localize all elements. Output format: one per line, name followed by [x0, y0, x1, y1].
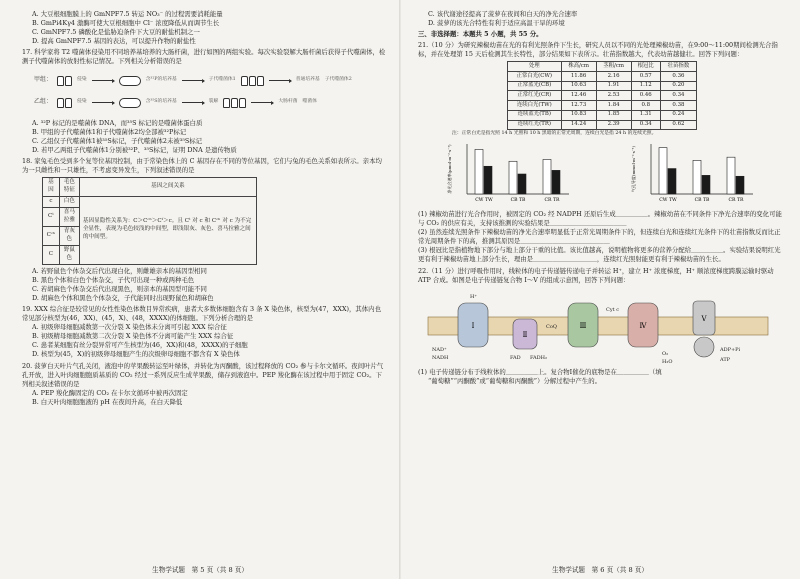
table-cell: 0.24 — [660, 110, 696, 120]
q16-options — [22, 10, 386, 46]
cytc-label: Cyt c — [606, 306, 620, 313]
header-cell: 处理 — [508, 62, 562, 72]
phage-icon-group — [57, 76, 72, 86]
arrow-icon — [92, 102, 114, 103]
gene-cell: C — [43, 245, 60, 264]
gene-table — [42, 177, 257, 264]
q18-option-a: A. 若野鼠色个体杂交后代出现白化，则雌雄亲本的基因型相同 — [32, 266, 207, 275]
color-cell: 野鼠色 — [59, 245, 79, 264]
table-cell: 1.91 — [596, 81, 631, 91]
bar — [727, 157, 735, 194]
bar — [702, 175, 710, 194]
q19-stem: 19. XXX 综合征是较常见的女性性染色体数目异常疾病，患者大多数体细胞含有 3 条 X 染色体，核型为(47，XXX)，其体内也常见部分核型为(46，XX)、(45，X)、(48，XXXX)的体细胞。下列分析合理的是 — [22, 304, 381, 323]
q18-option-d: D. 胡麻色个体和黑色个体杂交，子代能同时出现野鼠色和胡麻色 — [32, 293, 214, 302]
q16-option-a: A. 大豆根细胞膜上的 GmNPF7.5 转运 NO₃⁻ 的过程需要消耗能量 — [32, 10, 223, 18]
bar — [475, 149, 483, 194]
bar — [659, 148, 667, 194]
coq-label: CoQ — [546, 323, 557, 330]
color-cell: 喜马拉雅 — [59, 207, 79, 226]
q17-options — [22, 119, 386, 155]
arrow-icon — [182, 80, 204, 81]
q18-options — [22, 267, 386, 303]
atp-label: ATP — [720, 356, 731, 363]
q20-option-a: A. PEP 羧化酶固定的 CO₂ 在卡尔文循环中被再次固定 — [32, 388, 188, 397]
complex-iii — [568, 303, 598, 347]
q19-options — [22, 323, 386, 359]
x-tick-label: CR TR — [728, 197, 744, 203]
table-cell: 1.85 — [596, 110, 631, 120]
phage-icon-group — [57, 98, 72, 108]
q20-option-d: D. 菠萝的该光合特性有利于适应高温干旱的环境 — [428, 19, 565, 28]
bar — [518, 174, 526, 194]
q19-option-c: C. 患者某细胞有丝分裂异常可产生核型为(46，XX)和(48，XXXX)的子细胞 — [32, 341, 248, 350]
color-cell: 青灰色 — [59, 226, 79, 245]
table-cell: 0.62 — [660, 120, 696, 130]
table-cell: 1.12 — [631, 81, 660, 91]
header-cell: 毛色特征 — [59, 178, 79, 197]
ecoli-icon — [119, 76, 141, 86]
ecoli-label: 大肠杆菌 — [278, 99, 298, 105]
row-b-label: 乙组： — [34, 98, 53, 106]
photosynthesis-chart — [445, 140, 575, 208]
header-cell: 壮苗指数 — [660, 62, 696, 72]
table-cell: 0.38 — [660, 101, 696, 111]
q21-sub-2: (2) 虽然连续光照条件下辣椒幼苗的净光合速率明显低于正常光周期条件下的，但连续白光和连续红光条件下的壮苗指数反而比正常光周期条件下的高，推测其原因是＿＿＿＿＿＿＿＿＿＿＿＿＿＿ — [418, 228, 781, 246]
bar — [736, 176, 744, 194]
q17-option-a: A. ³²P 标记的是噬菌体 DNA，而³⁵S 标记的是噬菌体蛋白质 — [32, 118, 203, 127]
header-cell: 株高/cm — [561, 62, 596, 72]
phage-icon-group — [241, 76, 264, 86]
table-cell: 2.39 — [596, 120, 631, 130]
nadh-label: NADH — [432, 354, 449, 361]
table-cell: 11.86 — [561, 72, 596, 82]
page-footer: 生物学试题 第 6 页（共 8 页） — [552, 565, 648, 574]
table-cell: 0.57 — [631, 72, 660, 82]
q16-option-c: C. GmNPF7.5 磷酸化是盐胁迫条件下大豆的耐盐机制之一 — [32, 28, 200, 37]
table-row — [508, 101, 697, 111]
q20-option-c: C. 该代谢途径提高了菠萝在夜间和白天的净光合速率 — [428, 10, 578, 18]
table-row — [508, 120, 697, 130]
bar-charts — [418, 140, 786, 208]
arrow-icon — [182, 102, 204, 103]
bar — [552, 170, 560, 194]
table-row — [508, 91, 697, 101]
table-cell: 0.36 — [660, 72, 696, 82]
table-cell: 0.34 — [631, 120, 660, 130]
x-tick-label: CR TR — [544, 197, 560, 203]
phage-label: 噬菌体 — [302, 99, 317, 105]
x-tick-label: CW TW — [475, 197, 493, 203]
y-axis-label: 净光合速率(μmol·m⁻²·s⁻¹) — [447, 144, 452, 194]
x-tick-label: CB TB — [694, 197, 710, 203]
page-footer: 生物学试题 第 5 页（共 8 页） — [152, 565, 248, 574]
complex-label: Ⅰ — [471, 321, 475, 330]
q17-stem: 17. 科学家将 T2 噬菌体侵染用不同培养基培养的大肠杆菌，进行如图的两组实验。每次实验裂解大肠杆菌后获得子代噬菌体，检测子代噬菌体的放射性标记情况。下列相关分析错误的是 — [22, 48, 386, 66]
right-page — [400, 0, 800, 579]
q18-option-c: C. 若胡麻色个体杂交后代出现黑色，则亲本的基因型可能不同 — [32, 284, 207, 293]
phage-icon-group — [223, 98, 246, 108]
table-cell: 0.8 — [631, 101, 660, 111]
q22-sub-1-cont: “葡萄糖”“丙酮酸”或“葡萄糖和丙酮酸”）分解过程中产生的。 — [428, 376, 601, 385]
etc-diagram — [418, 289, 786, 365]
adp-label: ADP+Pi — [720, 346, 741, 353]
child1-label: 子代噬菌体1 — [208, 77, 236, 83]
photosynthesis-chart-svg — [445, 140, 575, 208]
child2-label: 子代噬菌体2 — [324, 77, 352, 83]
header-cell: 茎粗/cm — [596, 62, 631, 72]
nad-label: NAD⁺ — [432, 346, 447, 353]
normal-medium-label: 普通培养基 — [295, 77, 320, 83]
q17-diagram — [34, 70, 386, 116]
arrow-icon — [92, 80, 114, 81]
table-cell: 连续蓝光(TB) — [508, 110, 562, 120]
o2-label: O₂ — [662, 350, 669, 357]
q17-option-d: D. 若甲乙两组子代噬菌体1分别被³²P、³⁵S标记，证明 DNA 是遗传物质 — [32, 145, 237, 154]
bar — [693, 160, 701, 194]
header-cell: 根冠比 — [631, 62, 660, 72]
q22-sub-1: (1) 电子传递链分布于线粒体的＿＿＿＿＿上。复合物Ⅰ催化的底物是在＿＿＿＿＿（填 — [418, 367, 662, 376]
row-a-label: 甲组： — [34, 76, 53, 84]
complex-v — [693, 301, 715, 357]
bar — [484, 166, 492, 194]
table-cell: 正常红光(CR) — [508, 91, 562, 101]
lyse-label: 裂解 — [208, 99, 219, 105]
q21-stem: 21.（10 分）为研究辣椒幼苗在光的有利光照条件下生长，研究人员以不同的光处理辣椒幼苗，在9:00～11:00期间检测光合指标，并在处理第 15 天后检测其生长特性，部分结果如下表所示。壮苗指数越大，代表幼苗越健壮。回答下列问题： — [418, 41, 778, 59]
x-tick-label: CB TB — [510, 197, 526, 203]
q19-option-d: D. 核型为(45，X)的初级卵母细胞产生的次级卵母细胞不都含有 X 染色体 — [32, 350, 240, 359]
h2o-label: H₂O — [662, 358, 673, 365]
relation-cell: 基因显隐性关系为：C＞Cᶜʰ＞Cᵗ＞c。且 Cᵗ 对 c 和 Cᶜʰ 对 c 为不完全显性，表现为毛色较浅的中间型，即浅银灰、灰色、喜马拉雅之间的中间型。 — [79, 197, 256, 265]
bar — [668, 169, 676, 194]
q17-row-b — [34, 92, 386, 114]
q17-row-a — [34, 70, 386, 92]
table-cell: 1.31 — [631, 110, 660, 120]
q20-options — [22, 389, 386, 407]
fadh2-label: FADH₂ — [530, 354, 548, 361]
q17-option-b: B. 甲组的子代噬菌体1和子代噬菌体2均全部被³²P标记 — [32, 127, 187, 136]
infect-label: 侵染 — [77, 77, 87, 83]
header-cell: 基因之间关系 — [79, 178, 256, 197]
medium-32p-label: 含³²P的培养基 — [145, 77, 177, 83]
table-row — [508, 110, 697, 120]
x-tick-label: CW TW — [659, 197, 677, 203]
table-cell: 12.46 — [561, 91, 596, 101]
table-note: 注：正常白光是指光照 14 h 光照和 10 h 黑暗的正常光周期，连续白光是指 24 h 的连续光照。 — [452, 131, 657, 137]
table-cell: 1.84 — [596, 101, 631, 111]
complex-label: Ⅳ — [639, 321, 647, 330]
q20-option-b: B. 白天叶肉细胞胞液的 pH 在夜间升高，在白天降低 — [32, 397, 183, 406]
q18-option-b: B. 黑色个体和白色个体杂交，子代可出现一种或两种毛色 — [32, 275, 195, 284]
stomatal-chart — [629, 140, 759, 208]
fad-label: FAD — [510, 354, 521, 361]
section-heading: 三、非选择题：本题共 5 小题，共 55 分。 — [418, 30, 543, 39]
growth-table-header — [508, 62, 697, 72]
q19-option-a: A. 初级卵母细胞减数第一次分裂 X 染色体未分离可引起 XXX 综合征 — [32, 323, 227, 332]
gene-table-header — [43, 178, 257, 197]
table-row — [508, 81, 697, 91]
table-cell: 0.20 — [660, 81, 696, 91]
complex-label: Ⅱ — [522, 330, 528, 339]
h-plus-label: H⁺ — [470, 293, 477, 300]
q16-option-b: B. GmPi4Kγ4 激酶可使大豆根细胞中 Cl⁻ 浓度降低从而调节生长 — [32, 19, 220, 28]
stomatal-chart-svg — [629, 140, 759, 208]
header-cell: 基因 — [43, 178, 60, 197]
gene-cell: Cᵗ — [43, 207, 60, 226]
gene-cell: c — [43, 197, 60, 208]
q19-option-b: B. 初级精母细胞减数第二次分裂 X 染色体不分离可能产生 XXX 综合征 — [32, 332, 234, 341]
bar — [543, 159, 551, 194]
q18-stem: 18. 家兔毛色受到多个复等位基因控制，由于常染色体上的 C 基因存在不同的等位基因，它们与兔的毛色关系如表所示。亲本均为一只雌性和一只雄性，不考虑变异发生，下列叙述错误的是 — [22, 156, 382, 175]
table-cell: 0.46 — [631, 91, 660, 101]
ecoli-icon — [119, 98, 141, 108]
complex-ii — [513, 319, 537, 349]
table-cell: 10.63 — [561, 81, 596, 91]
q22-stem: 22.（11 分）进行呼吸作用时，线粒体的电子传递链传递电子并转运 H⁺，建立 H⁺ 浓度梯度，H⁺ 顺浓度梯度跨膜运输时驱动 ATP 合成。如图是电子传递链复合物 Ⅰ～Ⅴ 的组成示意图，回答下列问题： — [418, 266, 774, 284]
table-cell: 10.83 — [561, 110, 596, 120]
growth-table-body — [508, 72, 697, 130]
medium-35s-label: 含³⁵S的培养基 — [145, 99, 177, 105]
table-cell: 正常蓝光(CB) — [508, 81, 562, 91]
table-cell: 连续白光(TW) — [508, 101, 562, 111]
table-cell: 14.24 — [561, 120, 596, 130]
infect-label: 侵染 — [77, 99, 87, 105]
complex-label: Ⅲ — [579, 321, 587, 330]
table-cell: 正常白光(CW) — [508, 72, 562, 82]
etc-diagram-svg — [418, 289, 778, 365]
q21-sub-3: (3) 根冠比是指植物地下部分与地上部分干重的比值。该比值越高，说明植物将更多的营养分配给＿＿＿＿＿。实验结果说明红光更有利于辣椒幼苗地上部分生长，理由是＿＿＿＿＿＿＿＿＿＿，连续红光照射能更有利于辣椒幼苗的生长。 — [418, 246, 781, 264]
table-row — [508, 72, 697, 82]
complex-i — [458, 303, 488, 347]
table-cell: 2.16 — [596, 72, 631, 82]
arrow-icon — [251, 102, 273, 103]
growth-table — [507, 61, 697, 130]
color-cell: 白色 — [59, 197, 79, 208]
complex-label: Ⅴ — [701, 314, 707, 323]
y-axis-label: 气孔导度(mmol·m⁻²·s⁻¹) — [631, 145, 636, 193]
bar — [509, 161, 517, 194]
gene-cell: Cᶜʰ — [43, 226, 60, 245]
q21-sub-1: (1) 辣椒幼苗进行光合作用时，被固定的 CO₂ 经 NADPH 还原后生成＿＿＿＿＿。辣椒幼苗在不同条件下净光合速率的变化可能与 CO₂ 的供应有关，支持该推测的实验结果是＿＿＿＿＿＿＿＿＿＿＿＿ — [418, 209, 782, 228]
table-cell: 0.34 — [660, 91, 696, 101]
q16-option-d: D. 提高 GmNPF7.5 基因的表达，可以提升作物的耐盐性 — [32, 37, 196, 46]
table-row — [43, 197, 257, 208]
table-cell: 2.53 — [596, 91, 631, 101]
q20-stem: 20. 菠萝白天叶片气孔关闭，液泡中的苹果酸转运至叶绿体，并转化为丙酮酸，该过程释放的 CO₂ 参与卡尔文循环。夜间叶片气孔开放，进入叶肉细胞胞质基质的 CO₂ 经过一系列反应生成苹果酸，储存到液泡中。PEP 羧化酶在该过程中用于固定 CO₂。下列相关叙述错误的是 — [22, 361, 384, 388]
complex-iv — [628, 303, 658, 347]
q17-option-c: C. 乙组仅子代噬菌体1被³⁵S标记，子代噬菌体2未被³⁵S标记 — [32, 136, 203, 145]
table-cell: 12.73 — [561, 101, 596, 111]
table-cell: 连续红光(TR) — [508, 120, 562, 130]
arrow-icon — [269, 80, 291, 81]
